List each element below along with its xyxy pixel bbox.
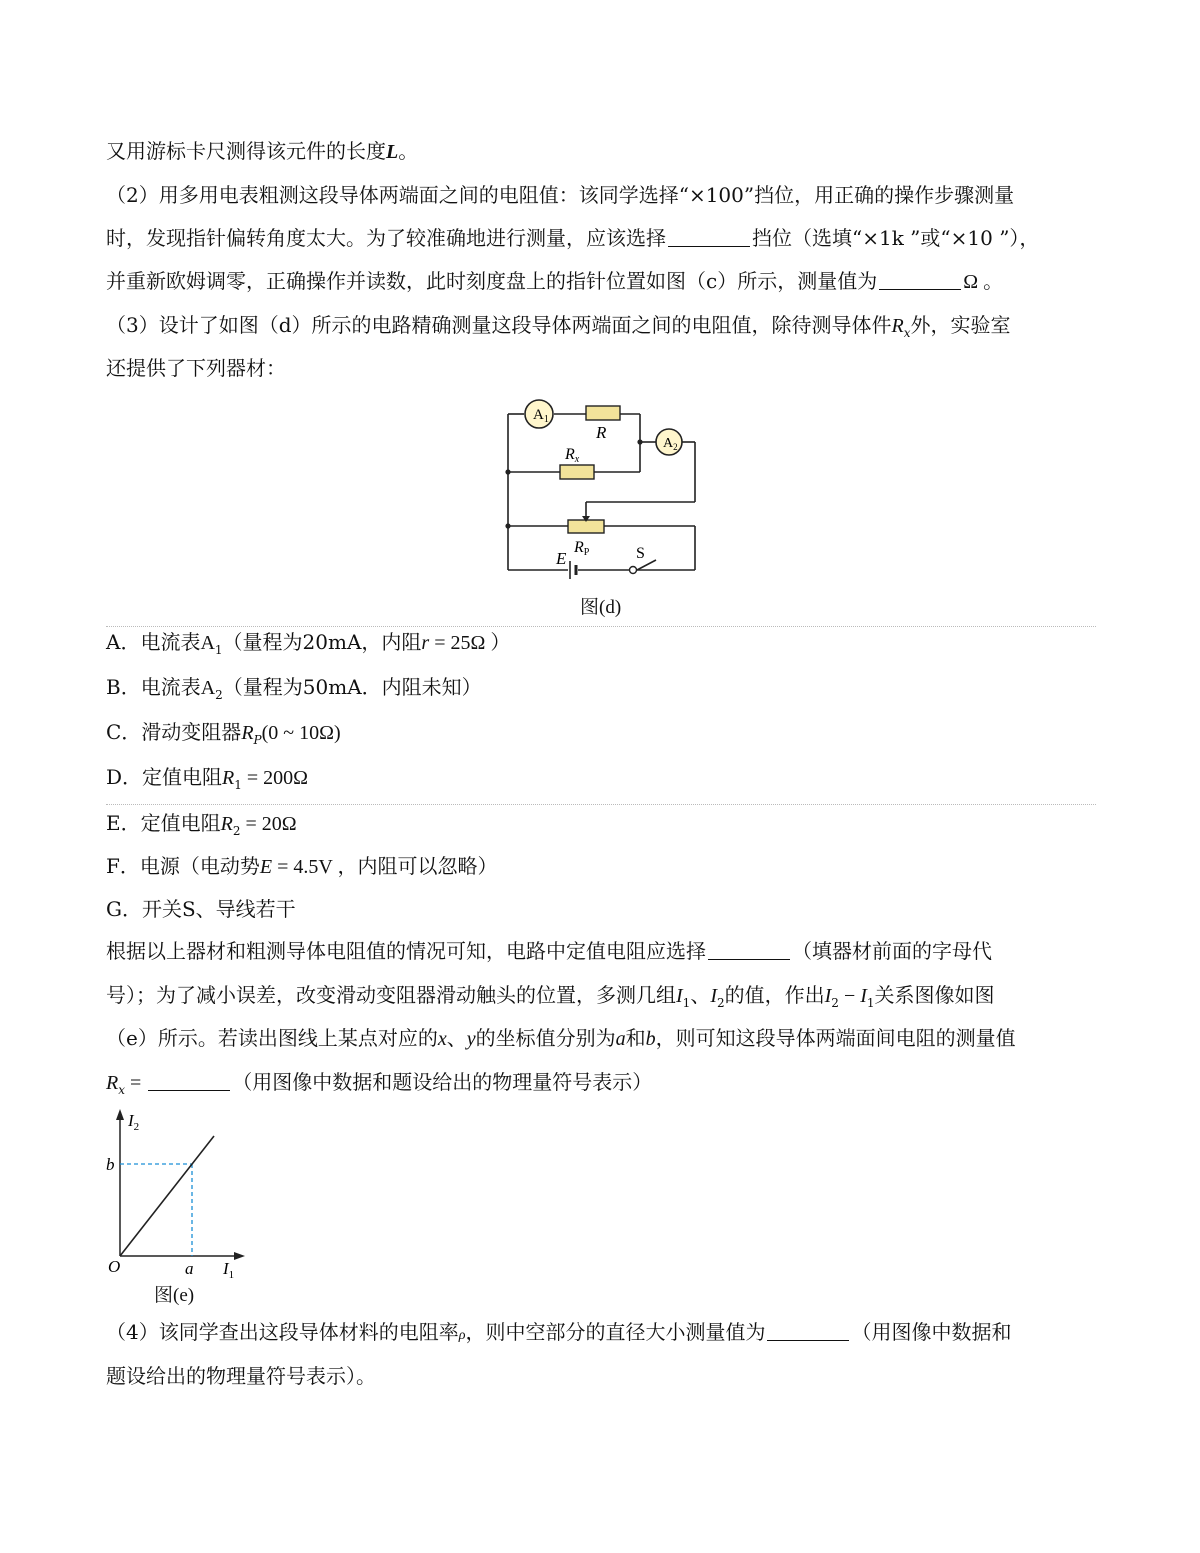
subscript: 2 xyxy=(716,996,725,1010)
text: 根据以上器材和粗测导体电阻值的情况可知，电路中定值电阻应选择 xyxy=(106,939,706,963)
x-axis-label: I xyxy=(223,1259,229,1278)
text: = xyxy=(125,1072,147,1094)
text: 和 xyxy=(625,1026,646,1050)
symbol: A xyxy=(200,677,216,699)
symbol: I xyxy=(676,985,683,1007)
text: D．定值电阻 xyxy=(106,765,223,789)
circuit-diagram xyxy=(490,392,720,592)
subscript: 2 xyxy=(215,688,223,702)
symbol-a: a xyxy=(615,1028,626,1050)
text: E．定值电阻 xyxy=(106,811,221,835)
a2-label: A xyxy=(663,436,674,451)
data-line xyxy=(120,1136,214,1256)
symbol: E xyxy=(259,856,273,878)
symbol: R xyxy=(106,1072,119,1094)
text: （量程为50mA．内阻未知） xyxy=(222,675,482,699)
subscript: x xyxy=(903,326,911,340)
text: 外，实验室 xyxy=(910,313,1011,337)
text: = 20Ω xyxy=(240,813,297,835)
a-label: a xyxy=(185,1259,194,1278)
text: F．电源（电动势 xyxy=(106,854,260,878)
x-axis-sub: 1 xyxy=(228,1269,235,1281)
symbol-R: R xyxy=(891,315,904,337)
symbol-x: x xyxy=(437,1028,447,1050)
a1-sub: 1 xyxy=(543,414,549,425)
rp-sub: P xyxy=(583,547,590,558)
option-d xyxy=(106,762,308,800)
text: Ω 。 xyxy=(963,271,1004,293)
question-2-line-1 xyxy=(106,180,1014,210)
r-label: R xyxy=(596,423,607,442)
answer-blank[interactable] xyxy=(148,1068,230,1091)
paragraph-line-2 xyxy=(106,980,995,1018)
option-e xyxy=(106,808,297,846)
s-label: S xyxy=(636,545,645,562)
symbol: A xyxy=(200,632,215,654)
question-2-line-2 xyxy=(106,223,1039,253)
subscript: 1 xyxy=(866,996,875,1010)
text: （量程为20mA，内阻 xyxy=(222,630,422,654)
text: 号）；为了减小误差，改变滑动变阻器滑动触头的位置，多测几组 xyxy=(106,983,676,1007)
text: （3）设计了如图（d）所示的电路精确测量这段导体两端面之间的电阻值，除待测导体件 xyxy=(106,313,892,337)
rx-label: R xyxy=(565,446,575,463)
svg-text:I1 xyxy=(222,1259,234,1281)
subscript: x xyxy=(118,1083,125,1097)
symbol: R xyxy=(241,722,254,744)
subscript: 2 xyxy=(831,996,839,1010)
text: 又用游标卡尺测得该元件的长度 xyxy=(106,139,386,163)
paragraph-line-3 xyxy=(106,1023,1016,1054)
text-line-1 xyxy=(106,136,418,167)
symbol: I xyxy=(824,985,832,1007)
a2-sub: 2 xyxy=(673,442,678,452)
symbol: I xyxy=(860,985,867,1007)
option-c xyxy=(106,717,341,755)
text: 挡位（选填“×1k ”或“×10 ”）， xyxy=(752,226,1040,250)
text: （用图像中数据和 xyxy=(851,1320,1012,1344)
answer-blank[interactable] xyxy=(879,267,961,290)
figure-d-caption: 图(d) xyxy=(580,597,622,618)
e-label: E xyxy=(556,549,567,568)
text: = 25Ω ） xyxy=(429,632,511,654)
text: − xyxy=(838,985,861,1007)
subscript: 2 xyxy=(232,824,241,838)
question-2-line-3 xyxy=(106,266,1003,297)
text: 还提供了下列器材： xyxy=(106,356,286,380)
graph-e xyxy=(100,1106,260,1286)
text: （e）所示。若读出图线上某点对应的 xyxy=(106,1026,438,1050)
subscript: 1 xyxy=(214,643,223,657)
question-3-line-2 xyxy=(106,353,286,383)
answer-blank[interactable] xyxy=(708,937,790,960)
text: = 200Ω xyxy=(241,767,309,789)
text: 的值，作出 xyxy=(724,983,825,1007)
option-f xyxy=(106,851,497,882)
subscript: 1 xyxy=(234,778,242,792)
text: 并重新欧姆调零，正确操作并读数，此时刻度盘上的指针位置如图（c）所示，测量值为 xyxy=(106,269,878,293)
text: (0 ~ 10Ω) xyxy=(261,722,341,744)
symbol-y: y xyxy=(466,1028,476,1050)
a1-label: A xyxy=(533,407,544,423)
answer-blank[interactable] xyxy=(767,1318,849,1341)
text: A．电流表 xyxy=(106,630,201,654)
question-4-line-1 xyxy=(106,1317,1011,1351)
subscript: P xyxy=(253,733,262,747)
text: G．开关S、导线若干 xyxy=(106,897,296,921)
text: C．滑动变阻器 xyxy=(106,720,242,744)
svg-text:I2 xyxy=(127,1111,139,1133)
text: ，则可知这段导体两端面间电阻的测量值 xyxy=(655,1026,1016,1050)
option-b xyxy=(106,672,482,710)
text: 、 xyxy=(446,1026,467,1050)
text: （用图像中数据和题设给出的物理量符号表示） xyxy=(232,1070,653,1094)
text: 的坐标值分别为 xyxy=(475,1026,616,1050)
symbol: I xyxy=(710,985,717,1007)
question-3-line-1 xyxy=(106,310,1011,348)
answer-blank[interactable] xyxy=(668,224,750,247)
symbol-L: L xyxy=(386,141,399,163)
text: ，则中空部分的直径大小测量值为 xyxy=(465,1320,766,1344)
y-axis-arrow xyxy=(116,1109,124,1120)
question-4-line-2 xyxy=(106,1361,376,1391)
text: 题设给出的物理量符号表示）。 xyxy=(106,1364,376,1388)
symbol: R xyxy=(222,767,235,789)
y-axis-label: I xyxy=(128,1111,134,1130)
symbol-rho: ρ xyxy=(458,1328,466,1343)
symbol: R xyxy=(220,813,233,835)
text: 关系图像如图 xyxy=(874,983,995,1007)
subscript: 1 xyxy=(682,996,691,1010)
option-g xyxy=(106,894,296,924)
paragraph-line-1 xyxy=(106,936,992,966)
y-axis-sub: 2 xyxy=(133,1121,140,1133)
x-axis-arrow xyxy=(234,1252,245,1260)
svg-text:Rx xyxy=(564,446,580,465)
svg-text:RP xyxy=(573,539,590,558)
origin-label: O xyxy=(108,1257,121,1276)
b-label: b xyxy=(106,1155,115,1174)
text: = 4.5V ，内阻可以忽略） xyxy=(272,856,498,878)
text: （填器材前面的字母代 xyxy=(792,939,992,963)
rx-sub: x xyxy=(574,454,580,465)
text: 。 xyxy=(398,139,419,163)
paragraph-line-4 xyxy=(106,1067,652,1105)
divider xyxy=(106,804,1096,805)
rp-label: R xyxy=(574,539,584,556)
text: （2）用多用电表粗测这段导体两端面之间的电阻值：该同学选择“×100”挡位，用正确的操作步骤测量 xyxy=(106,183,1015,207)
figure-e-caption: 图(e) xyxy=(154,1285,195,1306)
text: （4）该同学查出这段导体材料的电阻率 xyxy=(106,1320,459,1344)
text: 时，发现指针偏转角度太大。为了较准确地进行测量，应该选择 xyxy=(106,226,666,250)
text: 、 xyxy=(690,983,711,1007)
text: B．电流表 xyxy=(106,675,201,699)
option-a xyxy=(106,627,510,665)
symbol-b: b xyxy=(645,1028,656,1050)
symbol-r: r xyxy=(421,632,430,654)
